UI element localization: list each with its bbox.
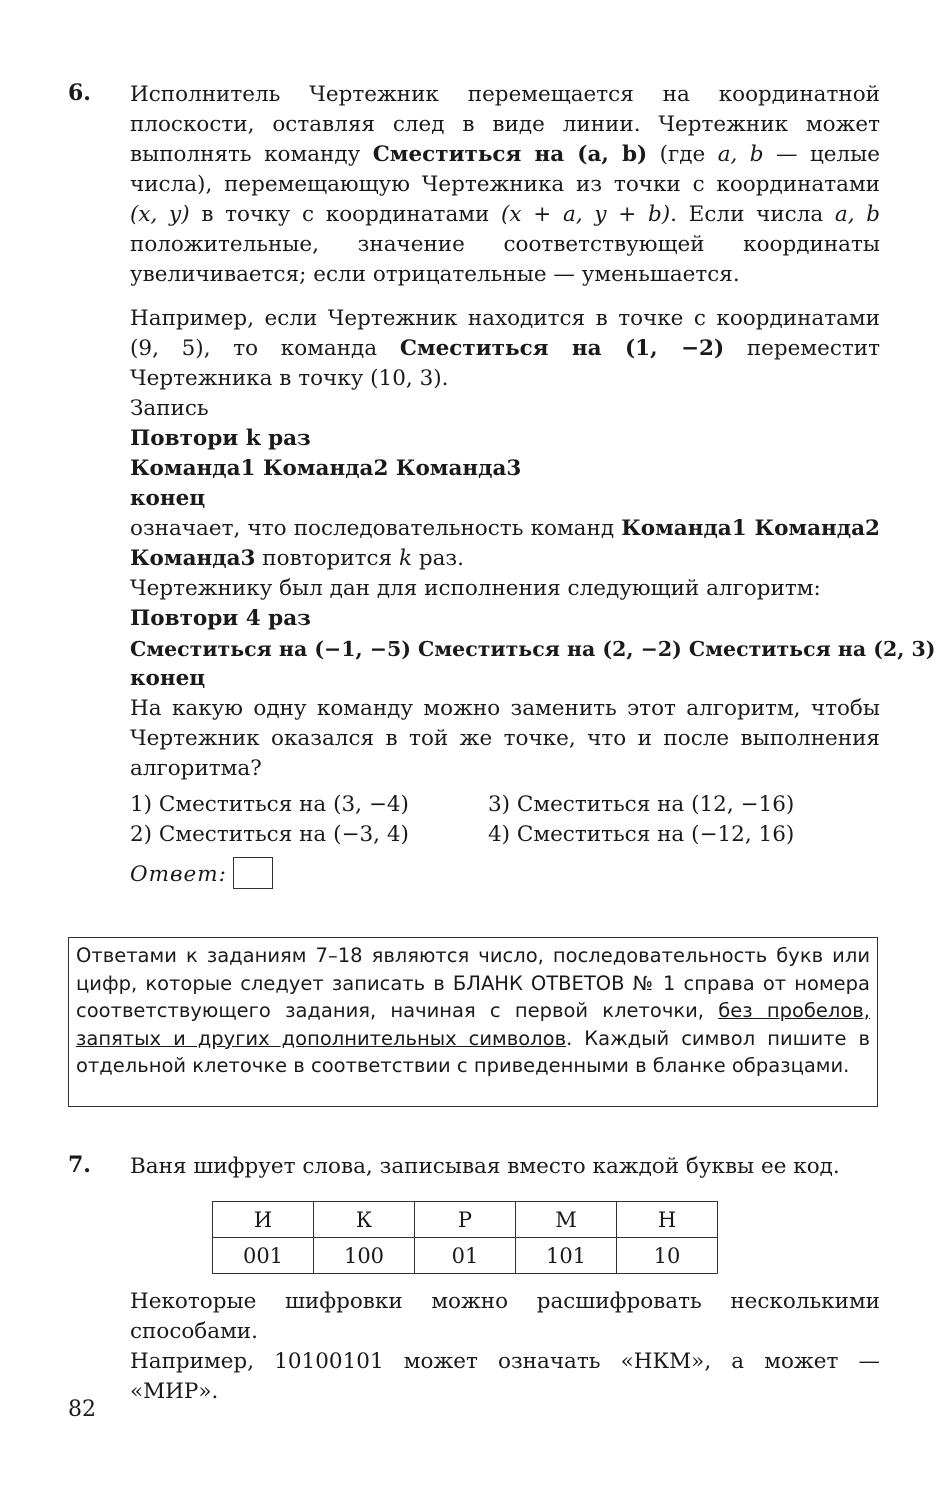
answer-options xyxy=(130,790,880,854)
task-7-number: 7. xyxy=(68,1152,91,1178)
instructions-box: Ответами к заданиям 7–18 являются число, последовательность букв или цифр, которые следует записать в БЛАНК ОТВЕТОВ № 1 справа от номера соответствующего задания, начиная с первой клеточки, без пробелов, запятых и других дополнительных символов. Каждый символ пишите в отдельной клеточке в соответствии с приведенными в бланке образцами. xyxy=(68,937,878,1107)
option-3: 3) Сместиться на (12, −16) xyxy=(488,792,795,817)
repeat-k-line: Повтори k раз xyxy=(130,426,311,451)
task-6-number: 6. xyxy=(68,80,91,106)
table-cell-letter: Р xyxy=(415,1202,516,1238)
end-line-2: конец xyxy=(130,666,206,691)
page-number: 82 xyxy=(68,1397,96,1422)
task-6-paragraph-1: Исполнитель Чертежник перемещается на координатной плоскости, оставляя след в виде линии. Чертежник может выполнять команду Сместиться на (a, b) (где a, b — целые числа), перемещающую Чертежника из точки с координатами (x, y) в точку с координатами (x + a, y + b). Если числа a, b положительные, значение соответствующей координаты увеличивается; если отрицательные — уменьшается. xyxy=(130,82,881,287)
task-6-text-2 xyxy=(130,304,936,784)
table-row-letters xyxy=(213,1202,718,1238)
task-7-paragraph-2: Например, 10100101 может означать «НКМ», а может — «МИР». xyxy=(130,1349,880,1404)
table-cell-letter: М xyxy=(516,1202,617,1238)
table-row-codes xyxy=(213,1238,718,1274)
record-label: Запись xyxy=(130,396,209,421)
algorithm-line: Сместиться на (−1, −5) Сместиться на (2, −2) Сместиться на (2, 3) xyxy=(130,637,936,661)
task-7-paragraph-1: Некоторые шифровки можно расшифровать несколькими способами. xyxy=(130,1289,880,1344)
given-line: Чертежнику был дан для исполнения следующий алгоритм: xyxy=(130,576,821,601)
task-6-paragraph-2: Например, если Чертежник находится в точке с координатами (9, 5), то команда Сместиться на (1, −2) переместит Чертежника в точку (10, 3). xyxy=(130,306,880,391)
task-7-text xyxy=(130,1287,880,1407)
answer-box[interactable] xyxy=(233,857,273,889)
means-paragraph: означает, что последовательность команд Команда1 Команда2 Команда3 повторится k раз. xyxy=(130,516,880,571)
table-cell-code: 101 xyxy=(516,1238,617,1274)
answer-label: Ответ: xyxy=(130,862,227,887)
task-6-text xyxy=(130,80,880,290)
question-paragraph: На какую одну команду можно заменить этот алгоритм, чтобы Чертежник оказался в той же точке, что и после выполнения алгоритма? xyxy=(130,696,880,781)
table-cell-letter: И xyxy=(213,1202,314,1238)
table-cell-code: 10 xyxy=(617,1238,718,1274)
end-line-1: конец xyxy=(130,486,206,511)
option-2: 2) Сместиться на (−3, 4) xyxy=(130,822,409,847)
option-1: 1) Сместиться на (3, −4) xyxy=(130,792,409,817)
letter-code-table xyxy=(212,1201,718,1274)
table-cell-code: 100 xyxy=(314,1238,415,1274)
commands-line: Команда1 Команда2 Команда3 xyxy=(130,456,522,481)
underlined-instruction: без пробелов, запятых и других дополнительных символов xyxy=(76,999,870,1050)
table-cell-letter: Н xyxy=(617,1202,718,1238)
option-4: 4) Сместиться на (−12, 16) xyxy=(488,822,795,847)
repeat-4-line: Повтори 4 раз xyxy=(130,606,311,631)
table-cell-letter: К xyxy=(314,1202,415,1238)
table-cell-code: 001 xyxy=(213,1238,314,1274)
table-cell-code: 01 xyxy=(415,1238,516,1274)
task-7-intro: Ваня шифрует слова, записывая вместо каждой буквы ее код. xyxy=(130,1154,840,1179)
